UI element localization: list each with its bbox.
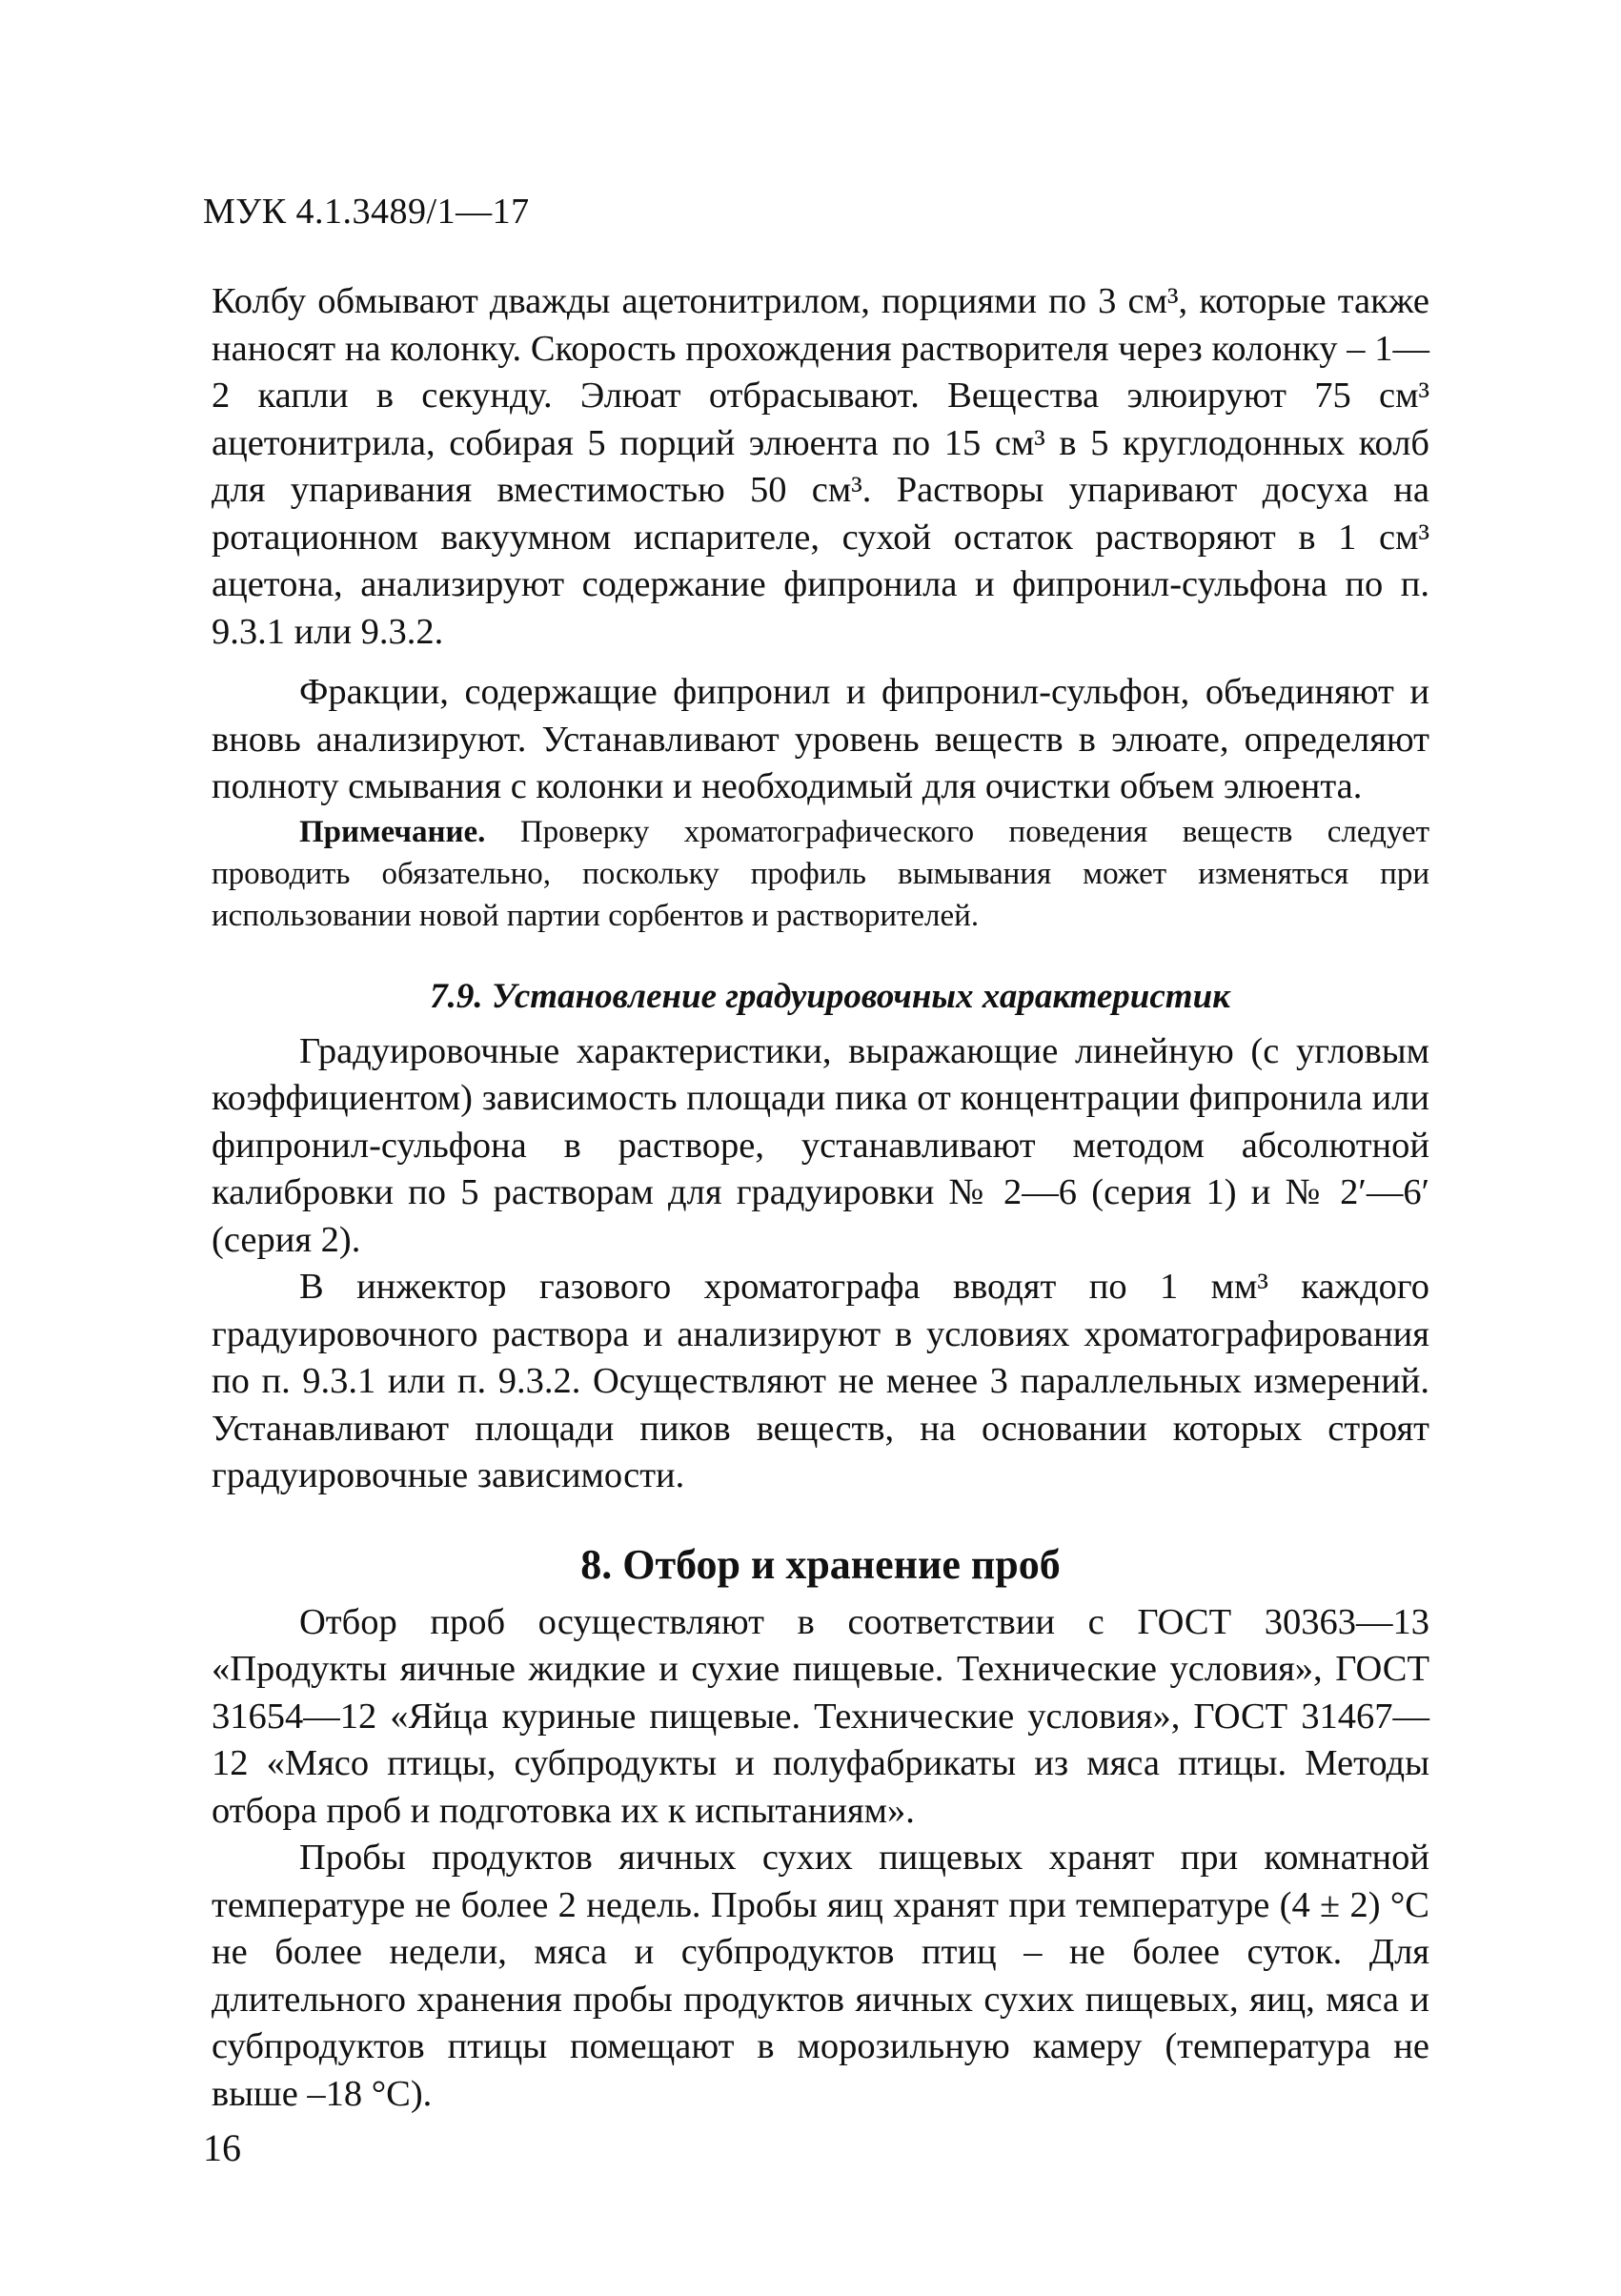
paragraph-column-rinse: Колбу обмывают дважды ацетонитрилом, порциями по 3 см³, которые также наносят на колонку. Скорость прохождения растворителя через колонку – 1—2 капли в секунду. Элюат отбрасывают. Вещества элюируют 75 см³ ацетонитрила, собирая 5 порций элюента по 15 см³ в 5 круглодонных колб для упаривания вместимостью 50 см³. Растворы упаривают досуха на ротационном вакуумном испарителе, сухой остаток растворяют в 1 см³ ацетона, анализируют содержание фипронила и фипронил-сульфона по п. 9.3.1 или 9.3.2. [212,281,1429,652]
document-header: МУК 4.1.3489/1—17 [203,192,530,232]
page-content [212,278,1429,2118]
page-number: 16 [203,2126,241,2169]
paragraph-fractions: Фракции, содержащие фипронил и фипронил-сульфон, объединяют и вновь анализируют. Устанавливают уровень веществ в элюате, определяют полноту смывания с колонки и необходимый для очистки объем элюента. [212,672,1429,806]
subsection-title-7-9: 7.9. Установление градуировочных характеристик [430,976,1230,1016]
paragraph-calibration: Градуировочные характеристики, выражающие линейную (с угловым коэффициентом) зависимость площади пика от концентрации фипронила или фипронил-сульфона в растворе, устанавливают методом абсолютной калибровки по 5 растворам для градуировки № 2—6 (серия 1) и № 2′—6′ (серия 2). [212,1030,1429,1260]
note-label: Примечание. [299,814,486,849]
paragraph-injection: В инжектор газового хроматографа вводят по 1 мм³ каждого градуировочного раствора и анализируют в условиях хроматографирования по п. 9.3.1 или п. 9.3.2. Осуществляют не менее 3 параллельных измерений. Устанавливают площади пиков веществ, на основании которых строят градуировочные зависимости. [212,1267,1429,1495]
note-block [212,811,1429,937]
note-text: Проверку хроматографического поведения веществ следует проводить обязательно, поскольку профиль вымывания может изменяться при использовании новой партии сорбентов и растворителей. [212,814,1429,933]
paragraph-sampling: Отбор проб осуществляют в соответствии с ГОСТ 30363—13 «Продукты яичные жидкие и сухие пищевые. Технические условия», ГОСТ 31654—12 «Яйца куриные пищевые. Технические условия», ГОСТ 31467—12 «Мясо птицы, субпродукты и полуфабрикаты из мяса птицы. Методы отбора проб и подготовка их к испытаниям». [212,1601,1429,1831]
section-title-8: 8. Отбор и хранение проб [580,1540,1061,1588]
paragraph-storage: Пробы продуктов яичных сухих пищевых хранят при комнатной температуре не более 2 недель. Пробы яиц хранят при температуре (4 ± 2) °С не более недели, мяса и субпродуктов птиц – не более суток. Для длительного хранения пробы продуктов яичных сухих пищевых, яиц, мяса и субпродуктов птицы помещают в морозильную камеру (температура не выше –18 °С). [212,1838,1429,2114]
